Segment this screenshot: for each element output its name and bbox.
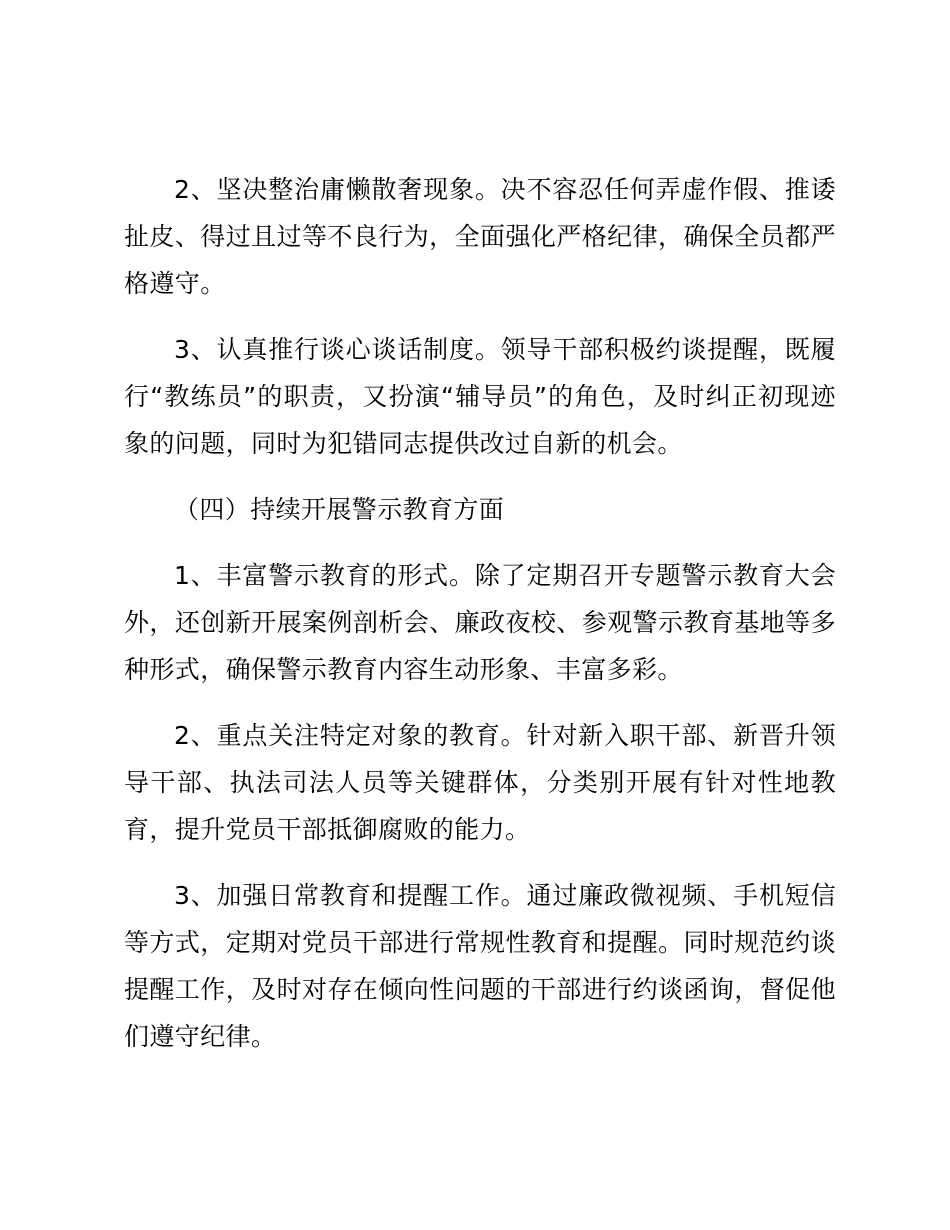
paragraph-rectify-laziness: 2、坚决整治庸懒散奢现象。决不容忍任何弄虚作假、推诿扯皮、得过且过等不良行为，全面强化严格纪律，确保全员都严格遵守。 (124, 175, 836, 298)
paragraph-enrich-forms: 1、丰富警示教育的形式。除了定期召开专题警示教育大会外，还创新开展案例剖析会、廉政夜校、参观警示教育基地等多种形式，确保警示教育内容生动形象、丰富多彩。 (124, 561, 836, 684)
paragraph-heart-to-heart-talks: 3、认真推行谈心谈话制度。领导干部积极约谈提醒，既履行“教练员”的职责，又扮演“辅导员”的角色，及时纠正初现迹象的问题，同时为犯错同志提供改过自新的机会。 (124, 335, 836, 458)
document-body (124, 166, 836, 1079)
paragraph-specific-targets: 2、重点关注特定对象的教育。针对新入职干部、新晋升领导干部、执法司法人员等关键群体，分类别开展有针对性地教育，提升党员干部抵御腐败的能力。 (124, 721, 836, 844)
paragraph-daily-education: 3、加强日常教育和提醒工作。通过廉政微视频、手机短信等方式，定期对党员干部进行常规性教育和提醒。同时规范约谈提醒工作，及时对存在倾向性问题的干部进行约谈函询，督促他们遵守纪律。 (124, 881, 836, 1051)
section-heading-warning-education: （四）持续开展警示教育方面 (174, 495, 505, 524)
